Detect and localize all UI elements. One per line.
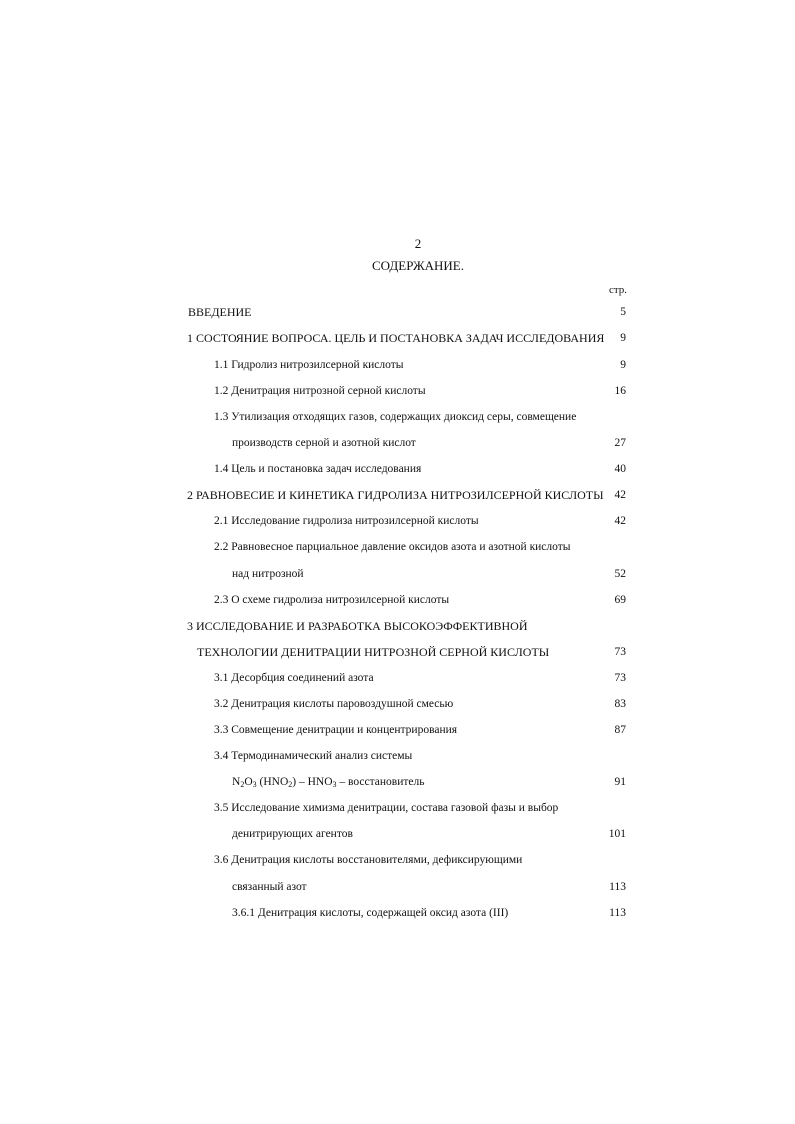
- toc-entry-text: 3.3 Совмещение денитрации и концентрирования: [214, 724, 458, 736]
- toc-entry-text: 2 РАВНОВЕСИЕ И КИНЕТИКА ГИДРОЛИЗА НИТРОЗИЛСЕРНОЙ КИСЛОТЫ: [187, 488, 604, 502]
- toc-entry-page: 9: [620, 332, 626, 344]
- toc-entry-text: связанный азот: [232, 881, 307, 893]
- toc-entry-page: 83: [614, 698, 626, 710]
- toc-entry-text: 1.2 Денитрация нитрозной серной кислоты: [214, 385, 426, 397]
- toc-entry-text: ТЕХНОЛОГИИ ДЕНИТРАЦИИ НИТРОЗНОЙ СЕРНОЙ КИСЛОТЫ: [197, 645, 550, 659]
- toc-entry-page: 5: [620, 306, 626, 318]
- toc-entry-page: 113: [609, 881, 626, 893]
- toc-entry-text: над нитрозной: [232, 568, 304, 580]
- toc-entry-page: 113: [609, 907, 626, 919]
- toc-entry-page: 42: [614, 515, 626, 527]
- toc-entry-page: 40: [614, 463, 626, 475]
- toc-entry-page: 101: [608, 828, 626, 840]
- page-title: СОДЕРЖАНИЕ.: [372, 258, 464, 273]
- toc-entry-page: 73: [614, 672, 626, 684]
- toc-entry-text: 1 СОСТОЯНИЕ ВОПРОСА. ЦЕЛЬ И ПОСТАНОВКА ЗАДАЧ ИССЛЕДОВАНИЯ: [187, 331, 605, 345]
- toc-entry-text: 1.4 Цель и постановка задач исследования: [214, 463, 422, 475]
- toc-entry-text: денитрирующих агентов: [232, 828, 353, 840]
- toc-entry-text: 3 ИССЛЕДОВАНИЕ И РАЗРАБОТКА ВЫСОКОЭФФЕКТИВНОЙ: [187, 619, 528, 633]
- toc-entry-text: 3.2 Денитрация кислоты паровоздушной смесью: [214, 698, 454, 710]
- toc-entry-page: 91: [614, 776, 626, 788]
- toc-entry-text: 3.6.1 Денитрация кислоты, содержащей оксид азота (III): [232, 907, 509, 919]
- toc-entry-page: 16: [614, 385, 626, 397]
- chemical-formula: $N_2O_3$ $(HNO_2) - HNO_3$ – восстановитель: [232, 776, 425, 789]
- toc-entry-text: 3.1 Десорбция соединений азота: [214, 672, 374, 684]
- toc-entry-text: 1.3 Утилизация отходящих газов, содержащих диоксид серы, совмещение: [214, 411, 577, 423]
- toc-entry-page: 87: [614, 724, 626, 736]
- toc-entry-page: 73: [614, 646, 626, 658]
- toc-entry-text: 1.1 Гидролиз нитрозилсерной кислоты: [214, 359, 404, 371]
- toc-entry-text: 3.4 Термодинамический анализ системы: [214, 750, 413, 762]
- toc-entry-text: 2.1 Исследование гидролиза нитрозилсерной кислоты: [214, 515, 479, 527]
- toc-entry-page: 9: [620, 359, 626, 371]
- toc-entry-page: 69: [614, 594, 626, 606]
- toc-entry-text: 2.3 О схеме гидролиза нитрозилсерной кислоты: [214, 594, 450, 606]
- toc-entry-text: 3.6 Денитрация кислоты восстановителями, дефиксирующими: [214, 854, 523, 866]
- toc-entry-text: 3.5 Исследование химизма денитрации, состава газовой фазы и выбор: [214, 802, 559, 814]
- page-number: 2: [414, 236, 422, 251]
- toc-entry-page: 27: [614, 437, 626, 449]
- toc-entry-text: производств серной и азотной кислот: [232, 437, 416, 449]
- toc-entry-page: 52: [614, 568, 626, 580]
- toc-entry-text: 2.2 Равновесное парциальное давление оксидов азота и азотной кислоты: [214, 541, 571, 553]
- toc-entry-page: 42: [614, 489, 626, 501]
- pages-column-header: стр.: [608, 284, 628, 296]
- toc-entry-text: ВВЕДЕНИЕ: [188, 305, 252, 319]
